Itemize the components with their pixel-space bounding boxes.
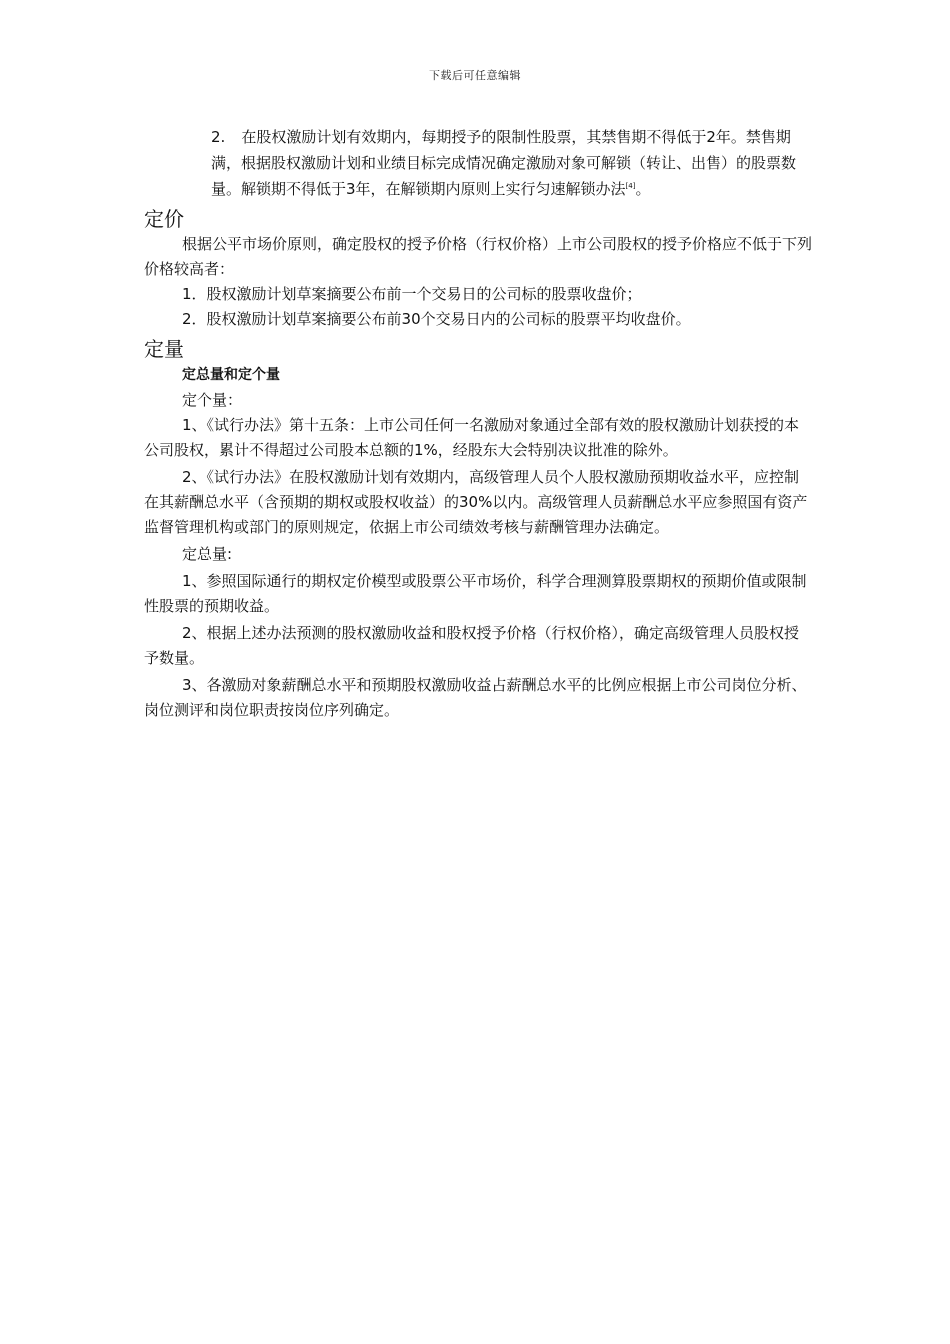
total-quantity-item: 3、各激励对象薪酬总水平和预期股权激励收益占薪酬总水平的比例应根据上市公司岗位分析、岗位测评和岗位职责按岗位序列确定。 xyxy=(144,676,807,719)
list-item-number: 2. xyxy=(211,128,226,146)
total-quantity-item: 1、参照国际通行的期权定价模型或股票公平市场价，科学合理测算股票期权的预期价值或限制性股票的预期收益。 xyxy=(144,572,807,615)
pricing-item: 2．股权激励计划草案摘要公布前30个交易日内的公司标的股票平均收盘价。 xyxy=(182,310,691,328)
pricing-intro: 根据公平市场价原则，确定股权的授予价格（行权价格）上市公司股权的授予价格应不低于下列价格较高者： xyxy=(144,235,813,278)
list-item-text: 在股权激励计划有效期内，每期授予的限制性股票，其禁售期不得低于2年。禁售期满，根据股权激励计划和业绩目标完成情况确定激励对象可解锁（转让、出售）的股票数量。解锁期不得低于3年，在解锁期内原则上实行匀速解锁办法 xyxy=(211,128,797,198)
list-item-tail: 。 xyxy=(635,180,651,198)
list-item-lockup-period xyxy=(211,124,812,202)
quantity-sub-heading: 定总量和定个量 xyxy=(182,367,280,383)
individual-quantity-item: 2、《试行办法》在股权激励计划有效期内，高级管理人员个人股权激励预期收益水平，应控制在其薪酬总水平（含预期的期权或股权收益）的30%以内。高级管理人员薪酬总水平应参照国有资产监督管理机构或部门的原则规定，依据上市公司绩效考核与薪酬管理办法确定。 xyxy=(144,468,808,536)
individual-quantity-label: 定个量： xyxy=(182,391,243,409)
total-quantity-label: 定总量: xyxy=(182,545,233,563)
document-body xyxy=(144,124,812,723)
page-header: 下载后可任意编辑 xyxy=(429,69,521,82)
total-quantity-item: 2、根据上述办法预测的股权激励收益和股权授予价格（行权价格），确定高级管理人员股权授予数量。 xyxy=(144,624,800,667)
pricing-item: 1．股权激励计划草案摘要公布前一个交易日的公司标的股票收盘价； xyxy=(182,285,642,303)
individual-quantity-item: 1、《试行办法》第十五条：上市公司任何一名激励对象通过全部有效的股权激励计划获授的本公司股权，累计不得超过公司股本总额的1%，经股东大会特别决议批准的除外。 xyxy=(144,416,800,459)
section-title-pricing: 定价 xyxy=(144,207,184,231)
section-title-quantity: 定量 xyxy=(144,337,184,361)
citation-reference[interactable]: [4] xyxy=(625,182,636,190)
